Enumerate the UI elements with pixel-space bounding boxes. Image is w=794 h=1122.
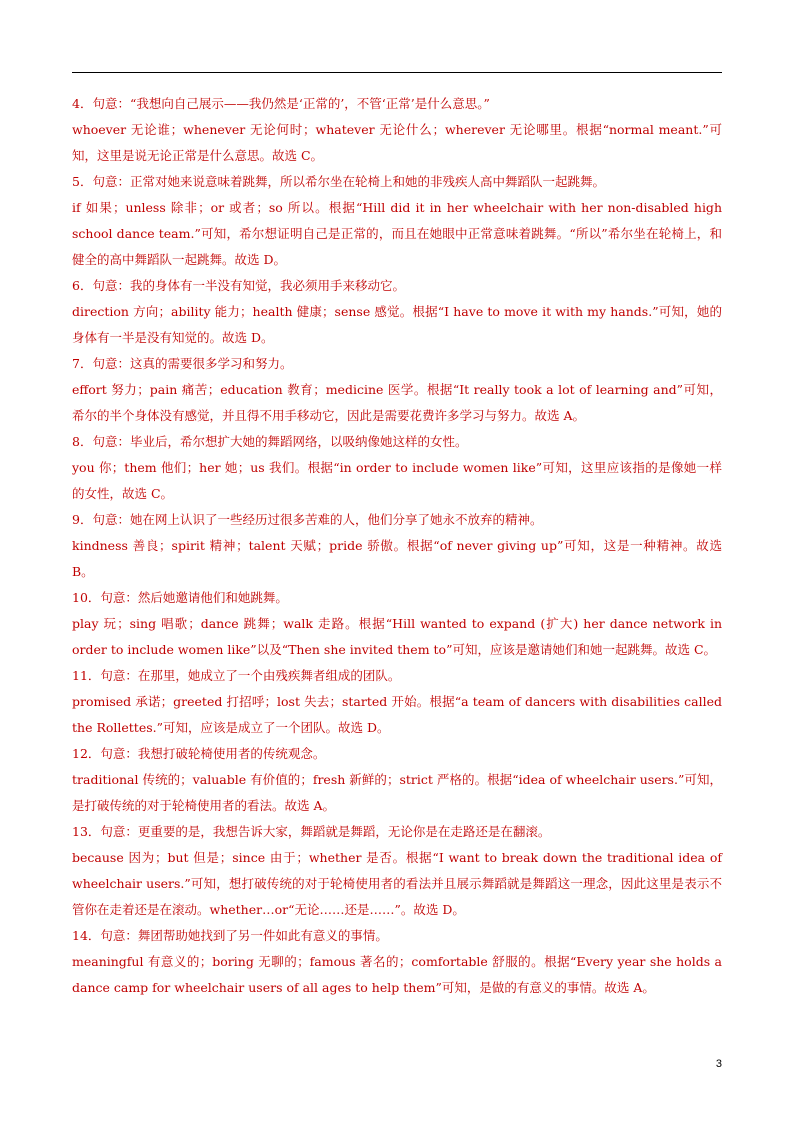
header-rule — [72, 72, 722, 73]
q4-translation: 4．句意：“我想向自己展示——我仍然是‘正常的’，不管‘正常’是什么意思。” — [72, 96, 490, 111]
q11-explanation: promised 承诺；greeted 打招呼；lost 失去；started 开始。根据“a team of dancers with disabilities called the Rollettes.”可知，应该是成立了一个团队。故选 D。 — [72, 694, 722, 735]
q12-explanation: traditional 传统的；valuable 有价值的；fresh 新鲜的；strict 严格的。根据“idea of wheelchair users.”可知，是打破传统的对于轮椅使用者的看法。故选 A。 — [72, 772, 722, 813]
q11-translation: 11．句意：在那里，她成立了一个由残疾舞者组成的团队。 — [72, 668, 401, 683]
q6-explanation: direction 方向；ability 能力；health 健康；sense 感觉。根据“I have to move it with my hands.”可知，她的身体有一半是没有知觉的。故选 D。 — [72, 304, 722, 345]
q4-explanation: whoever 无论谁；whenever 无论何时；whatever 无论什么；wherever 无论哪里。根据“normal meant.”可知，这里是说无论正常是什么意思。故选 C。 — [72, 122, 722, 163]
page-number: 3 — [715, 1058, 722, 1070]
q6-translation: 6．句意：我的身体有一半没有知觉，我必须用手来移动它。 — [72, 278, 405, 293]
q8-explanation: you 你；them 他们；her 她；us 我们。根据“in order to include women like”可知，这里应该指的是像她一样的女性，故选 C。 — [72, 460, 722, 501]
q7-translation: 7．句意：这真的需要很多学习和努力。 — [72, 356, 293, 371]
q14-translation: 14．句意：舞团帮助她找到了另一件如此有意义的事情。 — [72, 928, 388, 943]
q8-translation: 8．句意：毕业后，希尔想扩大她的舞蹈网络，以吸纳像她这样的女性。 — [72, 434, 468, 449]
q7-explanation: effort 努力；pain 痛苦；education 教育；medicine 医学。根据“It really took a lot of learning and”可知，希尔的半个身体没有感觉，并且得不用手移动它，因此是需要花费许多学习与努力。故选 A。 — [72, 382, 722, 423]
q10-translation: 10．句意：然后她邀请他们和她跳舞。 — [72, 590, 288, 605]
q13-explanation: because 因为；but 但是；since 由于；whether 是否。根据“I want to break down the traditional idea of wheelchair users.”可知，想打破传统的对于轮椅使用者的看法并且展示舞蹈就是舞蹈这一理念，因此这里是表示不管你在走着还是在滚动。whether…or“无论……还是……”。故选 D。 — [72, 850, 722, 917]
q14-explanation: meaningful 有意义的；boring 无聊的；famous 著名的；comfortable 舒服的。根据“Every year she holds a dance camp for wheelchair users of all ages to help them”可知，是做的有意义的事情。故选 A。 — [72, 954, 722, 995]
q5-explanation: if 如果；unless 除非；or 或者；so 所以。根据“Hill did it in her wheelchair with her non-disabled high school dance team.”可知，希尔想证明自己是正常的，而且在她眼中正常意味着跳舞。“所以”希尔坐在轮椅上，和健全的高中舞蹈队一起跳舞。故选 D。 — [72, 200, 722, 267]
q12-translation: 12．句意：我想打破轮椅使用者的传统观念。 — [72, 746, 326, 761]
q5-translation: 5．句意：正常对她来说意味着跳舞，所以希尔坐在轮椅上和她的非残疾人高中舞蹈队一起跳舞。 — [72, 174, 605, 189]
q9-explanation: kindness 善良；spirit 精神；talent 天赋；pride 骄傲。根据“of never giving up”可知，这是一种精神。故选 B。 — [72, 538, 722, 579]
q10-explanation: play 玩；sing 唱歌；dance 跳舞；walk 走路。根据“Hill wanted to expand (扩大) her dance network in order to include women like”以及“Then she invited them to”可知，应该是邀请她们和她一起跳舞。故选 C。 — [72, 616, 722, 657]
q13-translation: 13．句意：更重要的是，我想告诉大家，舞蹈就是舞蹈，无论你是在走路还是在翻滚。 — [72, 824, 551, 839]
q9-translation: 9．句意：她在网上认识了一些经历过很多苦难的人，他们分享了她永不放弃的精神。 — [72, 512, 543, 527]
answer-explanations — [72, 91, 722, 1001]
